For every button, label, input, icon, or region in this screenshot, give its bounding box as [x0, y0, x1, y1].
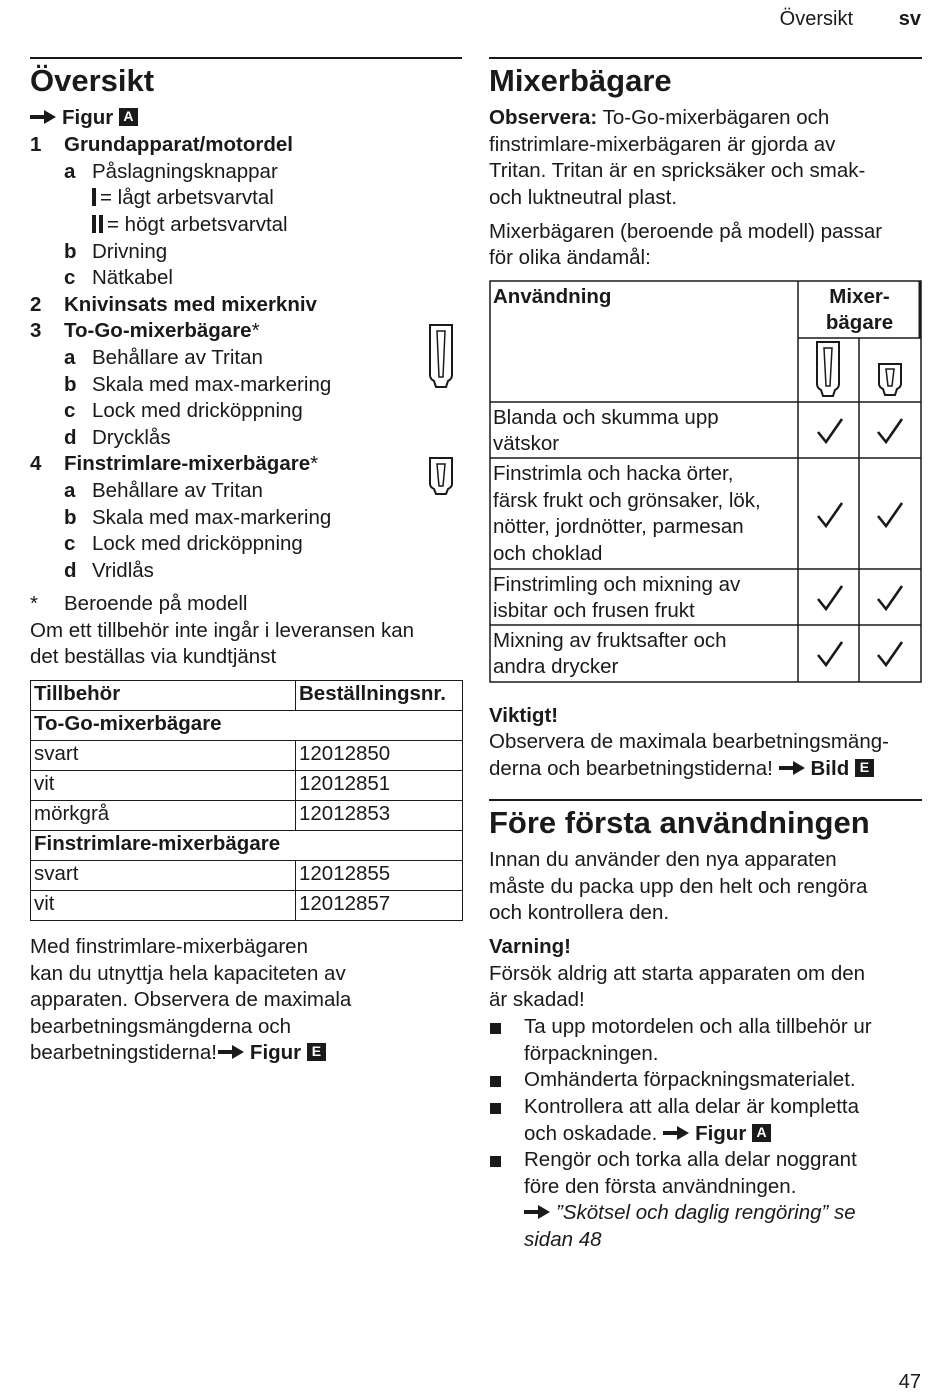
mixer-header-cell: Mixer- [829, 285, 890, 308]
table-group-cell: Finstrimlare-mixerbägare [31, 831, 463, 861]
table-cell: 12012857 [296, 891, 463, 921]
list-subitem [64, 372, 331, 399]
observe-text: och luktneutral plast. [489, 186, 678, 209]
subitem-label: Drivning [92, 240, 168, 263]
table-row [31, 891, 463, 921]
subitem-label: Vridlås [92, 559, 154, 582]
table-header-cell: Tillbehör [31, 681, 296, 711]
section-divider [489, 57, 922, 59]
table-group-row [31, 711, 463, 741]
intro-text: Innan du använder den nya apparaten [489, 848, 837, 871]
list-subitem [64, 159, 278, 186]
check-icon [815, 583, 845, 613]
speed-two-icon [99, 215, 103, 233]
observe-text: Tritan. Tritan är en spricksäker och smak- [489, 159, 866, 182]
accessories-table [30, 680, 463, 921]
subitem-letter: a [64, 479, 76, 502]
subitem-label: Nätkabel [92, 266, 173, 289]
list-item: Kontrollera att alla delar är kompletta [524, 1095, 860, 1118]
speed-two-icon [92, 215, 96, 233]
care-reference [524, 1200, 856, 1227]
important-text [489, 756, 874, 783]
list-item: Rengör och torka alla delar noggrant [524, 1148, 857, 1171]
bullet-square-icon [490, 1023, 501, 1034]
section-heading-mixerbagare: Mixerbägare [489, 63, 672, 98]
footnote [30, 591, 248, 618]
subitem-letter: c [64, 532, 76, 555]
subitem-letter: c [64, 266, 76, 289]
header-section-title: Översikt [779, 8, 853, 30]
capacity-text: Med finstrimlare-mixerbägaren [30, 935, 308, 958]
subitem-label: = högt arbetsvarvtal [107, 213, 288, 236]
list-item: före den första användningen. [524, 1175, 797, 1198]
care-reference-line: ”Skötsel och daglig rengöring” se [556, 1201, 856, 1224]
purpose-text: Mixerbägaren (beroende på modell) passar [489, 220, 883, 243]
list-item [30, 292, 317, 319]
usage-cell: vätskor [493, 432, 560, 455]
figure-letter-badge: A [752, 1124, 771, 1142]
to-go-cup-icon [426, 323, 456, 389]
list-subitem [64, 425, 171, 452]
intro-text: och kontrollera den. [489, 901, 670, 924]
subitem-letter: b [64, 506, 77, 529]
mixer-header-cell: bägare [825, 311, 894, 334]
table-row [31, 771, 463, 801]
table-header-cell: Beställningsnr. [296, 681, 463, 711]
usage-cell: färsk frukt och grönsaker, lök, [493, 489, 761, 512]
capacity-text-line: bearbetningstiderna! [30, 1041, 217, 1064]
subitem-letter: a [64, 346, 76, 369]
subitem-label: Påslagningsknappar [92, 160, 278, 183]
list-item [30, 451, 318, 478]
subitem-label: Skala med max-markering [92, 373, 332, 396]
section-heading-fore-forsta: Före första användningen [489, 805, 870, 840]
subitem-letter: b [64, 373, 77, 396]
table-row [31, 741, 463, 771]
table-cell: 12012850 [296, 741, 463, 771]
care-reference: sidan 48 [524, 1228, 602, 1251]
warning-label: Varning! [489, 935, 572, 958]
figure-ref-label: Figur [62, 106, 114, 129]
section-heading-oversikt: Översikt [30, 63, 155, 98]
item-label: Grundapparat/motordel [64, 133, 293, 156]
figure-ref-label: Figur [249, 1041, 302, 1064]
finstrimlare-cup-icon [879, 364, 901, 395]
table-cell: 12012855 [296, 861, 463, 891]
table-header-row [31, 681, 463, 711]
table-row [31, 861, 463, 891]
figure-letter-badge: A [119, 108, 138, 126]
capacity-text: bearbetningsmängderna och [30, 1015, 291, 1038]
list-item: Ta upp motordelen och alla tillbehör ur [524, 1015, 872, 1038]
table-cell: vit [31, 771, 296, 801]
figure-letter-badge: E [307, 1043, 326, 1061]
capacity-text: apparaten. Observera de maximala [30, 988, 352, 1011]
table-row [31, 801, 463, 831]
subitem-label: = lågt arbetsvarvtal [100, 186, 274, 209]
page-number: 47 [898, 1371, 921, 1393]
check-icon [875, 416, 905, 446]
usage-cell: isbitar och frusen frukt [493, 599, 695, 622]
list-subitem [64, 239, 167, 266]
subitem-letter: d [64, 426, 77, 449]
table-cell: 12012851 [296, 771, 463, 801]
subitem-label: Behållare av Tritan [92, 346, 263, 369]
footnote-mark: * [30, 592, 38, 615]
footnote-text: Beroende på modell [64, 592, 248, 615]
usage-cell: Blanda och skumma upp [493, 406, 719, 429]
item-footnote-mark: * [310, 452, 319, 475]
figure-letter-badge: E [855, 759, 874, 777]
usage-cell: andra drycker [493, 655, 619, 678]
list-item [524, 1121, 771, 1148]
table-group-row [31, 831, 463, 861]
section-divider [489, 799, 922, 801]
list-item [30, 132, 293, 159]
figure-ref-label: Bild [810, 757, 850, 780]
bullet-square-icon [490, 1076, 501, 1087]
observe-text: To-Go-mixerbägaren och [602, 106, 830, 129]
usage-header-cell: Användning [493, 285, 612, 308]
subitem-letter: c [64, 399, 76, 422]
important-text-line: derna och bearbetningstiderna! [489, 757, 773, 780]
figure-ref-label: Figur [695, 1122, 747, 1145]
subitem-letter: a [64, 160, 76, 183]
subitem-label: Behållare av Tritan [92, 479, 263, 502]
arrow-right-icon [779, 761, 805, 775]
subitem-label: Lock med dricköppning [92, 532, 303, 555]
order-note: Om ett tillbehör inte ingår i leveransen kan [30, 619, 415, 642]
list-subitem [64, 531, 303, 558]
usage-cell: Mixning av fruktsafter och [493, 629, 727, 652]
subitem-label: Lock med dricköppning [92, 399, 303, 422]
usage-cell: Finstrimla och hacka örter, [493, 462, 734, 485]
subitem-label: Drycklås [92, 426, 171, 449]
bullet-square-icon [490, 1103, 501, 1114]
capacity-text [30, 1040, 326, 1067]
subitem-letter: d [64, 559, 77, 582]
list-item-line: och oskadade. [524, 1122, 658, 1145]
speed-one-icon [92, 188, 96, 206]
list-subitem [64, 505, 331, 532]
table-cell: svart [31, 741, 296, 771]
observe-label: Observera: [489, 106, 598, 129]
item-label: Knivinsats med mixerkniv [64, 293, 317, 316]
important-text: Observera de maximala bearbetningsmäng- [489, 730, 889, 753]
section-divider [30, 57, 462, 59]
list-subitem [64, 398, 303, 425]
item-number: 4 [30, 452, 42, 475]
item-label: Finstrimlare-mixerbägare [64, 452, 311, 475]
check-icon [815, 416, 845, 446]
list-subitem [64, 478, 263, 505]
usage-cell: Finstrimling och mixning av [493, 573, 741, 596]
bullet-square-icon [490, 1156, 501, 1167]
list-item [30, 318, 260, 345]
arrow-right-icon [663, 1126, 689, 1140]
capacity-text: kan du utnyttja hela kapaciteten av [30, 962, 346, 985]
check-icon [815, 500, 845, 530]
item-number: 3 [30, 319, 42, 342]
arrow-right-icon [524, 1205, 550, 1219]
intro-text: måste du packa upp den helt och rengöra [489, 875, 868, 898]
check-icon [875, 500, 905, 530]
observe-text: finstrimlare-mixerbägaren är gjorda av [489, 133, 836, 156]
list-subitem [92, 212, 288, 239]
item-label: To-Go-mixerbägare [64, 319, 252, 342]
usage-cell: och choklad [493, 542, 603, 565]
check-icon [875, 639, 905, 669]
list-subitem [64, 345, 263, 372]
arrow-right-icon [218, 1045, 244, 1059]
table-cell: mörkgrå [31, 801, 296, 831]
table-cell: 12012853 [296, 801, 463, 831]
list-subitem [92, 185, 274, 212]
check-icon [875, 583, 905, 613]
observe-note [489, 105, 829, 132]
list-item: Omhänderta förpackningsmaterialet. [524, 1068, 856, 1091]
list-subitem [64, 558, 154, 585]
warning-text: är skadad! [489, 988, 585, 1011]
subitem-letter: b [64, 240, 77, 263]
item-footnote-mark: * [251, 319, 260, 342]
subitem-label: Skala med max-markering [92, 506, 332, 529]
usage-cell: nötter, jordnötter, parmesan [493, 515, 744, 538]
item-number: 2 [30, 293, 42, 316]
order-note: det beställas via kundtjänst [30, 645, 277, 668]
important-label: Viktigt! [489, 704, 559, 727]
to-go-cup-icon [817, 342, 839, 396]
figure-reference [30, 105, 138, 132]
list-item: förpackningen. [524, 1042, 659, 1065]
arrow-right-icon [30, 110, 56, 124]
table-group-cell: To-Go-mixerbägare [31, 711, 463, 741]
purpose-text: för olika ändamål: [489, 246, 651, 269]
check-icon [815, 639, 845, 669]
header-language-code: sv [898, 8, 921, 30]
warning-text: Försök aldrig att starta apparaten om den [489, 962, 866, 985]
table-cell: svart [31, 861, 296, 891]
table-cell: vit [31, 891, 296, 921]
list-subitem [64, 265, 173, 292]
item-number: 1 [30, 133, 42, 156]
finstrimlare-cup-icon [426, 456, 456, 496]
